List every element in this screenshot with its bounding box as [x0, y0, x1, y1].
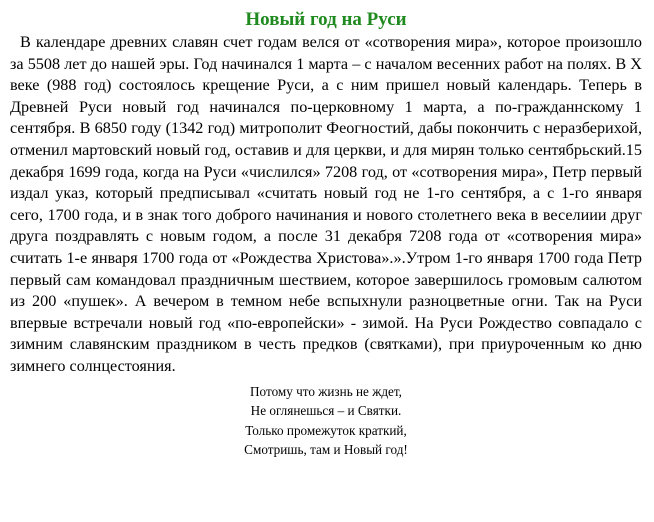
poem-line: Только промежуток краткий,	[245, 422, 407, 438]
document-title: Новый год на Руси	[245, 9, 407, 30]
poem	[10, 382, 642, 460]
poem-line: Не оглянешься – и Святки.	[250, 403, 402, 418]
poem-line: Смотришь, там и Новый год!	[244, 442, 408, 457]
main-paragraph: В календаре древних славян счет годам велся от «сотворения мира», которое произошло за 5508 лет до нашей эры. Год начинался 1 марта – с началом весенних работ на полях. В X веке (988 год) состоялось крещение Руси, а с ним пришел новый календарь. Теперь в Древней Руси новый год начинался по-церковному 1 марта, а по-гражданнскому 1 сентября. В 6850 году (1342 год) митрополит Феогностий, дабы покончить с неразберихой, отменил мартовский новый год, оставив и для церкви, и для мирян только сентябрьский.15 декабря 1699 года, когда на Руси «числился» 7208 год, от «сотворения мира», Петр первый издал указ, который предписывал «считать новый год не 1-го сентября, а с 1-го января сего, 1700 года, и в знак того доброго начинания и нового столетнего века в веселиии друг друга поздравлять с новым годом, а после 31 декабря 7208 года от «сотворения мира» считать 1-е января 1700 года от «Рождества Христова».».Утром 1-го января 1700 года Петр первый сам командовал праздничным шествием, которое завершилось громовым салютом из 200 «пушек». А вечером в темном небе вспыхнули разноцветные огни. Так на Руси впервые встречали новый год «по-европейски» - зимой. На Руси Рождество совпадало с зимним славянским праздником в честь предков (святками), при приуроченным ко дню зимнего солнцестояния.	[10, 33, 642, 375]
document-page	[10, 8, 642, 460]
poem-line: Потому что жизнь не ждет,	[250, 383, 402, 399]
